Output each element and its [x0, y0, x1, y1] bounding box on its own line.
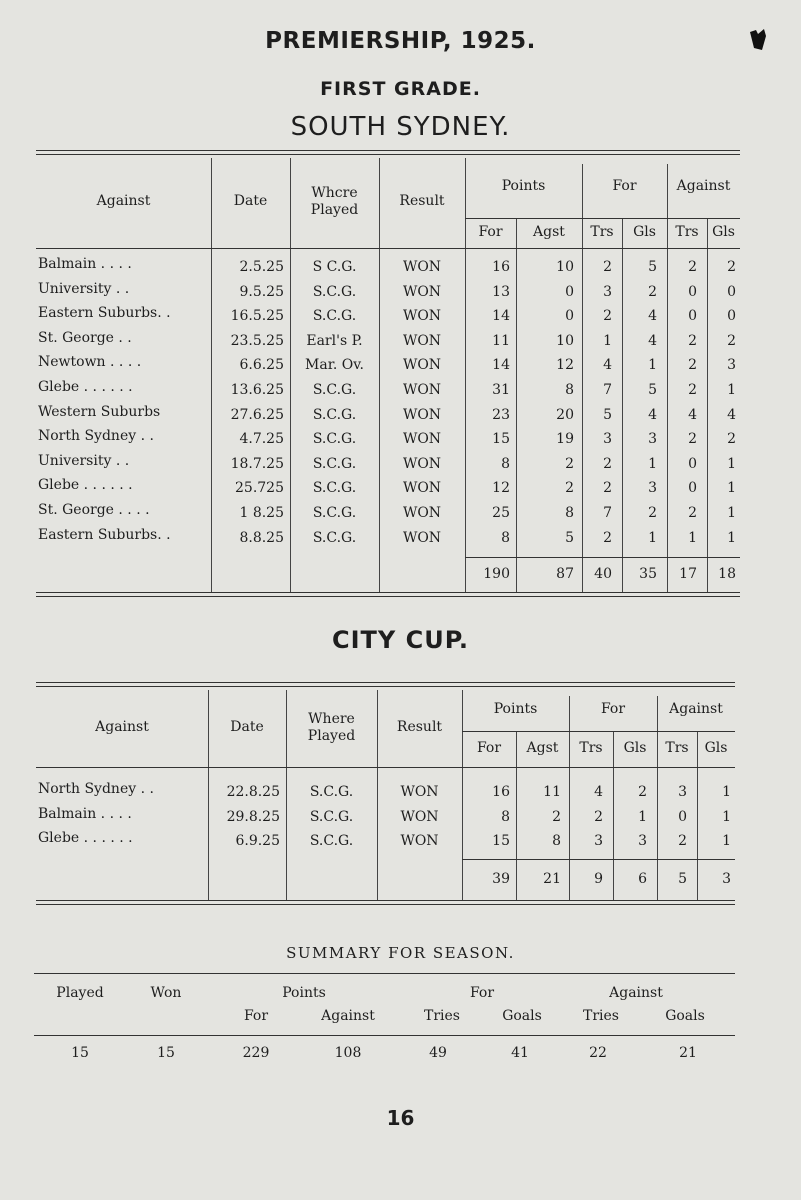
row-against-goals: 0 [727, 308, 736, 325]
row-against-tries: 2 [688, 332, 697, 349]
row-result: WON [402, 259, 442, 275]
row-against-tries: 0 [688, 480, 697, 497]
total-for-goals: 35 [639, 565, 657, 582]
row-date: 18.7.25 [230, 455, 284, 472]
row-against-tries: 2 [688, 357, 697, 374]
against-trs-header: Trs [675, 224, 699, 240]
rule [36, 900, 735, 901]
row-opponent: Glebe . . . . . . [38, 379, 133, 395]
row-against-goals: 1 [727, 529, 736, 546]
total-points-for: 190 [483, 565, 510, 582]
row-for-goals: 1 [648, 529, 657, 546]
rule [465, 557, 740, 558]
row-points-for: 8 [501, 808, 510, 825]
row-for-goals: 3 [638, 833, 647, 850]
summary-won-header: Won [150, 985, 182, 1001]
row-venue: S.C.G. [309, 784, 354, 800]
for-header: For [600, 700, 626, 717]
row-against-tries: 2 [688, 259, 697, 275]
row-points-against: 0 [565, 283, 574, 300]
row-venue: S.C.G. [309, 833, 354, 850]
row-for-goals: 2 [648, 283, 657, 300]
row-venue: Earl's P. [306, 332, 363, 349]
row-points-for: 14 [492, 357, 510, 374]
row-against-goals: 2 [727, 259, 736, 275]
row-points-against: 2 [552, 808, 561, 825]
row-result: WON [402, 382, 442, 398]
row-against-goals: 3 [727, 357, 736, 374]
row-against-tries: 4 [688, 406, 697, 423]
row-result: WON [402, 283, 442, 300]
row-date: 6.6.25 [239, 357, 284, 374]
row-opponent: Balmain . . . . [38, 805, 132, 822]
row-against-tries: 0 [688, 455, 697, 472]
row-for-tries: 2 [594, 808, 603, 825]
page-title: PREMIERSHIP, 1925. [265, 28, 536, 54]
summary-points-for-value: 229 [242, 1045, 270, 1061]
row-date: 8.8.25 [239, 529, 284, 546]
summary-points-header: Points [282, 985, 326, 1001]
row-for-tries: 2 [603, 455, 612, 472]
row-result: WON [402, 431, 442, 448]
row-points-against: 2 [565, 455, 574, 472]
row-for-tries: 7 [603, 505, 612, 521]
rule [36, 592, 740, 593]
row-opponent: Eastern Suburbs. . [38, 305, 171, 322]
row-result: WON [400, 784, 439, 800]
row-points-for: 8 [501, 529, 510, 546]
row-against-goals: 1 [722, 833, 731, 850]
row-opponent: Glebe . . . . . . [38, 477, 133, 494]
row-points-for: 25 [492, 505, 510, 521]
row-for-tries: 2 [603, 480, 612, 497]
row-points-against: 11 [543, 784, 561, 800]
summary-against-goals-header: Goals [665, 1008, 705, 1024]
row-for-tries: 3 [603, 431, 612, 448]
row-for-goals: 3 [648, 431, 657, 448]
row-against-goals: 4 [727, 406, 736, 423]
row-for-tries: 3 [594, 833, 603, 850]
row-points-against: 12 [556, 357, 574, 374]
row-result: WON [402, 505, 442, 521]
for-trs-header: Trs [590, 224, 614, 240]
row-opponent: North Sydney . . [38, 428, 154, 445]
summary-against-header: Against [609, 985, 663, 1001]
total-for-tries: 9 [594, 870, 603, 887]
row-date: 6.9.25 [235, 833, 280, 850]
row-against-tries: 3 [678, 784, 687, 800]
summary-for-tries-header: Tries [424, 1008, 460, 1024]
rule [36, 686, 735, 687]
row-points-for: 15 [492, 431, 510, 448]
row-result: WON [402, 357, 442, 374]
row-opponent: Newtown . . . . [38, 354, 142, 371]
row-date: 23.5.25 [230, 332, 284, 349]
row-opponent: University . . [38, 452, 130, 469]
row-against-goals: 1 [727, 480, 736, 497]
against-header: Against [95, 718, 149, 735]
total-points-for: 39 [492, 870, 510, 887]
against-gls-header: Gls [712, 224, 735, 240]
rule [36, 248, 740, 249]
row-points-for: 16 [492, 784, 510, 800]
row-for-goals: 4 [648, 406, 657, 423]
total-points-against: 87 [556, 565, 574, 582]
summary-played-value: 15 [71, 1045, 89, 1061]
total-against-tries: 17 [679, 565, 697, 582]
rule [36, 904, 735, 905]
row-venue: S.C.G. [312, 431, 357, 448]
row-result: WON [402, 332, 442, 349]
row-date: 9.5.25 [239, 283, 284, 300]
row-against-tries: 0 [688, 283, 697, 300]
row-points-against: 0 [565, 308, 574, 325]
rule [36, 596, 740, 597]
column-rule [290, 158, 291, 592]
row-against-goals: 1 [727, 455, 736, 472]
row-points-against: 5 [565, 529, 574, 546]
row-points-against: 10 [556, 332, 574, 349]
row-points-for: 23 [492, 406, 510, 423]
row-against-tries: 1 [688, 529, 697, 546]
rule [462, 731, 735, 732]
row-against-tries: 0 [688, 308, 697, 325]
summary-for-goals-value: 41 [511, 1045, 529, 1061]
row-date: 25.725 [235, 480, 284, 497]
summary-for-goals-header: Goals [502, 1008, 542, 1024]
row-points-against: 19 [556, 431, 574, 448]
row-points-against: 8 [552, 833, 561, 850]
row-venue: S C.G. [312, 259, 357, 275]
row-venue: S.C.G. [312, 382, 357, 398]
summary-for-tries-value: 49 [429, 1045, 447, 1061]
points-for-header: For [478, 224, 503, 240]
row-for-tries: 4 [594, 784, 603, 800]
summary-for-header: For [469, 985, 495, 1001]
row-against-goals: 1 [722, 784, 731, 800]
rule [36, 150, 740, 151]
row-points-against: 10 [556, 259, 574, 275]
points-agst-header: Agst [526, 740, 559, 756]
summary-against-goals-value: 21 [679, 1045, 697, 1061]
row-date: 22.8.25 [226, 784, 280, 800]
row-against-goals: 2 [727, 431, 736, 448]
row-for-goals: 4 [648, 332, 657, 349]
row-points-for: 31 [492, 382, 510, 398]
points-agst-header: Agst [533, 224, 565, 240]
summary-won-value: 15 [157, 1045, 175, 1061]
row-venue: S.C.G. [312, 406, 357, 423]
row-for-goals: 3 [648, 480, 657, 497]
row-opponent: Glebe . . . . . . [38, 830, 133, 847]
row-for-goals: 2 [648, 505, 657, 521]
row-venue: S.C.G. [312, 283, 357, 300]
row-against-goals: 1 [727, 382, 736, 398]
grade-heading: FIRST GRADE. [320, 78, 481, 100]
for-header: For [612, 178, 637, 194]
rule [462, 859, 735, 860]
total-for-tries: 40 [594, 565, 612, 582]
row-result: WON [402, 529, 442, 546]
row-opponent: Western Suburbs [38, 403, 161, 420]
for-gls-header: Gls [623, 740, 647, 756]
row-against-tries: 2 [688, 505, 697, 521]
against-group-header: Against [669, 700, 723, 717]
row-date: 2.5.25 [239, 259, 284, 275]
where-played-header: Whcre Played [310, 185, 359, 218]
row-result: WON [402, 308, 442, 325]
row-for-goals: 4 [648, 308, 657, 325]
row-for-goals: 2 [638, 784, 647, 800]
row-for-tries: 1 [603, 332, 612, 349]
summary-points-against-header: Against [321, 1008, 375, 1024]
row-points-for: 16 [492, 259, 510, 275]
total-against-goals: 3 [722, 870, 731, 887]
result-header: Result [396, 718, 443, 735]
against-header: Against [96, 193, 151, 209]
row-against-tries: 2 [678, 833, 687, 850]
row-points-against: 20 [556, 406, 574, 423]
row-venue: Mar. Ov. [305, 357, 364, 374]
row-venue: S.C.G. [312, 505, 357, 521]
row-for-goals: 1 [648, 357, 657, 374]
result-header: Result [399, 193, 445, 209]
points-header: Points [493, 700, 538, 717]
row-points-for: 12 [492, 480, 510, 497]
row-points-against: 8 [565, 382, 574, 398]
row-result: WON [400, 833, 439, 850]
rule [36, 767, 735, 768]
row-opponent: University . . [38, 280, 130, 297]
row-for-tries: 5 [603, 406, 612, 423]
against-group-header: Against [676, 178, 731, 194]
row-for-goals: 5 [648, 382, 657, 398]
page-number: 16 [386, 1106, 415, 1130]
row-against-tries: 2 [688, 431, 697, 448]
where-played-header: Where Played [307, 710, 356, 744]
row-points-for: 8 [501, 455, 510, 472]
row-result: WON [402, 406, 442, 423]
summary-played-header: Played [56, 985, 104, 1001]
row-opponent: Eastern Suburbs. . [38, 526, 171, 543]
for-gls-header: Gls [633, 224, 656, 240]
row-opponent: St. George . . . . [38, 502, 150, 518]
row-points-for: 11 [492, 332, 510, 349]
rule [36, 682, 735, 683]
row-for-tries: 3 [603, 283, 612, 300]
row-result: WON [400, 808, 439, 825]
row-against-goals: 1 [722, 808, 731, 825]
row-venue: S.C.G. [312, 308, 357, 325]
row-against-tries: 2 [688, 382, 697, 398]
row-points-for: 14 [492, 308, 510, 325]
summary-points-against-value: 108 [334, 1045, 362, 1061]
row-against-goals: 0 [727, 283, 736, 300]
row-date: 16.5.25 [230, 308, 284, 325]
row-for-tries: 4 [603, 357, 612, 374]
rule [36, 154, 740, 155]
row-against-tries: 0 [678, 808, 687, 825]
for-trs-header: Trs [579, 740, 603, 756]
row-venue: S.C.G. [312, 455, 357, 472]
row-opponent: North Sydney . . [38, 781, 154, 797]
summary-against-tries-header: Tries [583, 1008, 619, 1024]
row-for-goals: 1 [638, 808, 647, 825]
total-against-goals: 18 [718, 565, 736, 582]
row-points-for: 15 [492, 833, 510, 850]
summary-heading: SUMMARY FOR SEASON. [286, 944, 515, 962]
row-date: 29.8.25 [226, 808, 280, 825]
row-opponent: Balmain . . . . [38, 256, 132, 272]
row-points-against: 2 [565, 480, 574, 497]
row-for-tries: 2 [603, 529, 612, 546]
row-for-tries: 2 [603, 308, 612, 325]
team-heading: SOUTH SYDNEY. [290, 112, 511, 142]
points-header: Points [501, 178, 546, 194]
total-for-goals: 6 [638, 870, 647, 887]
total-points-against: 21 [543, 870, 561, 887]
row-for-goals: 1 [648, 455, 657, 472]
summary-points-for-header: For [243, 1008, 269, 1024]
column-rule [379, 158, 380, 592]
corner-mark-icon [748, 28, 768, 52]
column-rule [211, 158, 212, 592]
against-trs-header: Trs [665, 740, 689, 756]
row-result: WON [402, 480, 442, 497]
total-against-tries: 5 [678, 870, 687, 887]
summary-against-tries-value: 22 [589, 1045, 607, 1061]
row-result: WON [402, 455, 442, 472]
row-venue: S.C.G. [309, 808, 354, 825]
row-against-goals: 1 [727, 505, 736, 521]
rule [465, 218, 740, 219]
row-date: 27.6.25 [230, 406, 284, 423]
row-against-goals: 2 [727, 332, 736, 349]
city-cup-heading: CITY CUP. [331, 626, 470, 654]
row-for-goals: 5 [648, 259, 657, 275]
row-date: 13.6.25 [230, 382, 284, 398]
date-header: Date [233, 193, 268, 209]
row-date: 1 8.25 [239, 505, 284, 521]
row-points-against: 8 [565, 505, 574, 521]
row-points-for: 13 [492, 283, 510, 300]
against-gls-header: Gls [704, 740, 728, 756]
row-opponent: St. George . . [38, 329, 132, 346]
row-date: 4.7.25 [239, 431, 284, 448]
row-for-tries: 7 [603, 382, 612, 398]
row-for-tries: 2 [603, 259, 612, 275]
date-header: Date [230, 718, 264, 735]
row-venue: S.C.G. [312, 480, 357, 497]
points-for-header: For [476, 740, 502, 756]
row-venue: S.C.G. [312, 529, 357, 546]
